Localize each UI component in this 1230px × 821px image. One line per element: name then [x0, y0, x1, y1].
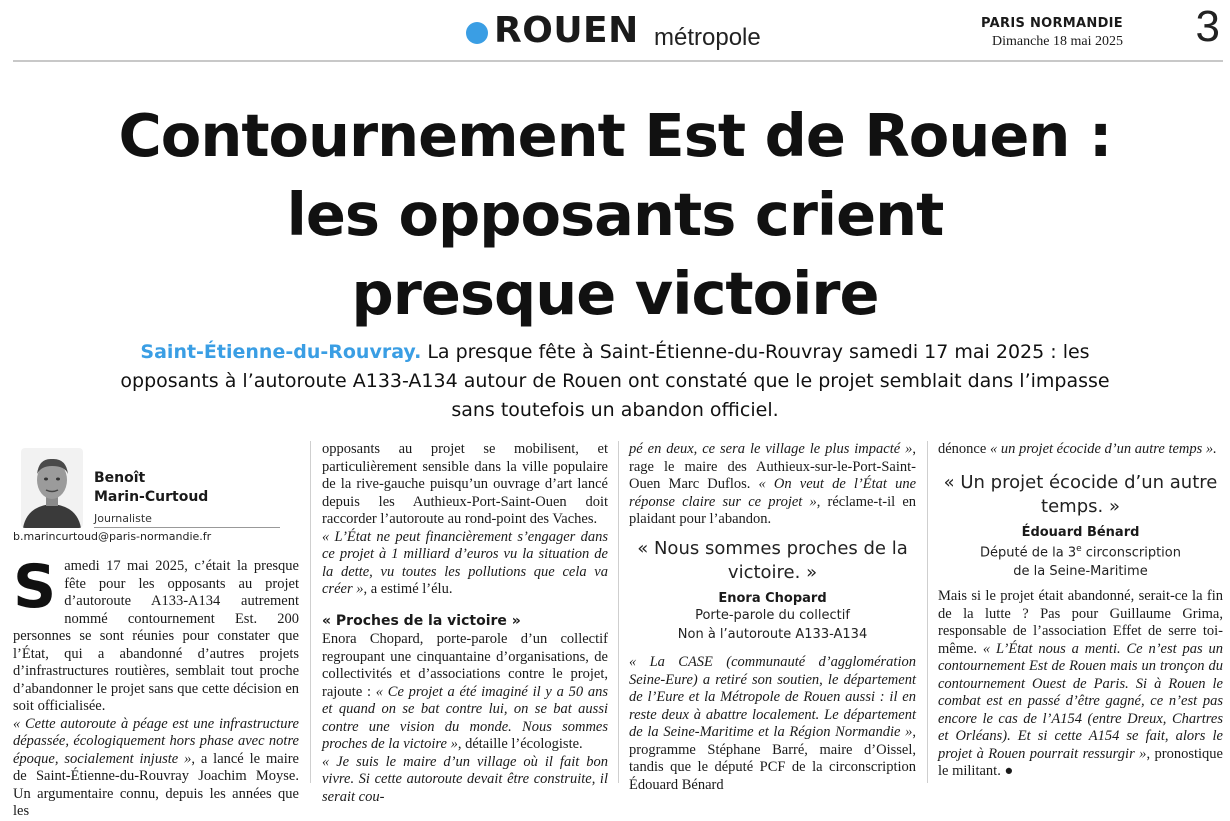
standfirst-text: La presque fête à Saint-Étienne-du-Rouvray samedi 17 mai 2025 : les opposants à l’autoroute A133-A134 autour de Rouen ont constaté que le projet semblait dans l’impasse sans toutefois un abandon officiel. — [120, 341, 1110, 421]
article-column-3-continued — [629, 654, 916, 794]
paragraph: Mais si le projet était abandonné, serait-ce la fin de la lutte ? Pas pour Guillaume Grima, responsable de l’association Effet de serre toi-même. — [938, 588, 1223, 657]
header-divider — [13, 60, 1223, 62]
paragraph: , a estimé l’élu. — [363, 581, 453, 597]
quote: « Cette autoroute à péage est une infrastructure dépassée, écologiquement hors phase avec notre époque, socialement injuste » — [13, 715, 299, 767]
author-last-name: Marin-Curtoud — [94, 489, 209, 505]
page-number: 3 — [1195, 2, 1220, 51]
pull-quote-role — [938, 540, 1223, 562]
end-of-article-icon: ● — [1004, 763, 1014, 779]
pull-quote-role: Non à l’autoroute A133-A134 — [677, 627, 868, 642]
article-column-4 — [938, 441, 1223, 459]
role-text: circonscription — [1081, 545, 1181, 561]
role-text: Député de la 3 — [980, 545, 1077, 561]
article-column-3 — [629, 441, 916, 529]
author-email-link[interactable]: b.marincurtoud@paris-normandie.fr — [13, 530, 212, 543]
author-first-name: Benoît — [94, 470, 146, 486]
paragraph: amedi 17 mai 2025, c’était la presque fête pour les opposants au projet d’autoroute A133-A134 autrement nommé contournement Est. 200 personnes se sont réunies pour constater que l’État, qui a abandonné d’autres projets d’infrastructures routières, semblait tout proche d’abandonner le projet sans que cette décision en soit officialisée. — [13, 558, 299, 714]
article-column-2 — [322, 441, 608, 806]
newspaper-name: PARIS NORMANDIE — [981, 16, 1123, 31]
headline — [0, 96, 1230, 333]
paragraph: dénonce — [938, 441, 990, 457]
article-column-4-continued — [938, 588, 1223, 781]
issue-date: Dimanche 18 mai 2025 — [991, 34, 1123, 49]
paragraph: Enora Chopard, porte-parole d’un collectif regroupant une cinquantaine d’organisations, de collectivités et d’associations contre le projet, rajoute : — [322, 631, 608, 700]
paragraph: , réclame-t-il en plaidant pour l’abandon. — [629, 493, 916, 527]
paragraph: opposants au projet se mobilisent, et particulièrement sensible dans la ville populaire de la rive-gauche puisqu’un ouvrage d’art lancé depuis les Authieux-Port-Saint-Ouen doit raccorder l’autoroute au rond-point des Vaches. — [322, 441, 608, 527]
paragraph: , a lancé le maire de Saint-Étienne-du-Rouvray Joachim Moyse. Un argumentaire connu, depuis les années que les — [13, 750, 299, 819]
pull-quote-text: « Un projet écocide d’un autre temps. » — [943, 472, 1218, 517]
pull-quote-author: Édouard Bénard — [1021, 525, 1140, 540]
section-dot-icon — [466, 22, 488, 44]
column-divider — [927, 441, 928, 783]
subheading: « Proches de la victoire » — [322, 612, 521, 629]
paragraph: , programme Stéphane Barré, maire d’Oissel, tandis que le député PCF de la circonscription Édouard Bénard — [629, 724, 916, 793]
column-divider — [618, 441, 619, 783]
pull-quote-role: Porte-parole du collectif — [695, 608, 850, 623]
headline-line-1: Contournement Est de Rouen : — [118, 101, 1112, 170]
paragraph: , pronostique le militant. — [938, 745, 1223, 779]
quote: « Je suis le maire d’un village où il fait bon vivre. Si cette autoroute devait être construite, il serait cou- — [322, 753, 608, 805]
author-portrait-icon — [21, 448, 83, 528]
section-subtitle: métropole — [654, 24, 761, 51]
pull-quote — [938, 471, 1223, 581]
quote: « L’État ne peut financièrement s’engager dans ce projet à 1 milliard d’euros vu la situation de la dette, vu toutes les pollutions que cela va créer » — [322, 528, 608, 597]
headline-line-2: les opposants crient — [286, 180, 944, 249]
quote: « L’État nous a menti. Ce n’est pas un contournement Est de Rouen mais un tronçon du contournement Ouest de Paris. Si à Rouen le combat est en passé d’être gagné, ce n’est pas encore le cas de l’A154 (entre Dreux, Chartres et Orléans). Et si cette A154 se fait, alors le projet à Rouen pourrait ressurgir » — [938, 640, 1223, 762]
pull-quote — [629, 537, 916, 644]
headline-line-3: presque victoire — [351, 259, 879, 328]
quote: « Ce projet a été imaginé il y a 50 ans et quand on se bat contre lui, on se bat aussi contre une vision du monde. Nous sommes proches de la victoire » — [322, 683, 608, 752]
quote: « On veut de l’État une réponse claire sur ce projet » — [629, 476, 916, 510]
standfirst — [120, 338, 1110, 425]
column-divider — [310, 441, 311, 783]
role-superscript: e — [1076, 544, 1082, 554]
quote: « La CASE (communauté d’agglomération Seine-Eure) a retiré son soutien, le département de l’Eure et la Métropole de Rouen aussi : il en reste deux à abattre localement. Le département de la Seine-Maritime et la Région Normandie » — [629, 654, 916, 740]
article-column-1 — [13, 552, 299, 821]
pull-quote-text: « Nous sommes proches de la victoire. » — [637, 538, 908, 583]
pull-quote-author: Enora Chopard — [718, 591, 827, 606]
paragraph: , détaille l’écologiste. — [457, 736, 583, 752]
pull-quote-role: de la Seine-Maritime — [1013, 564, 1148, 580]
quote: « un projet écocide d’un autre temps ». — [989, 441, 1217, 457]
drop-cap: S — [13, 552, 57, 622]
standfirst-place: Saint-Étienne-du-Rouvray. — [140, 341, 422, 363]
section-title: ROUEN — [494, 10, 639, 51]
paragraph: , rage le maire des Authieux-sur-le-Port-Saint-Ouen Marc Duflos. — [629, 441, 916, 492]
author-divider — [94, 527, 280, 528]
quote: pé en deux, ce sera le village le plus impacté » — [629, 441, 913, 457]
author-name — [94, 469, 254, 507]
author-role: Journaliste — [94, 512, 152, 525]
